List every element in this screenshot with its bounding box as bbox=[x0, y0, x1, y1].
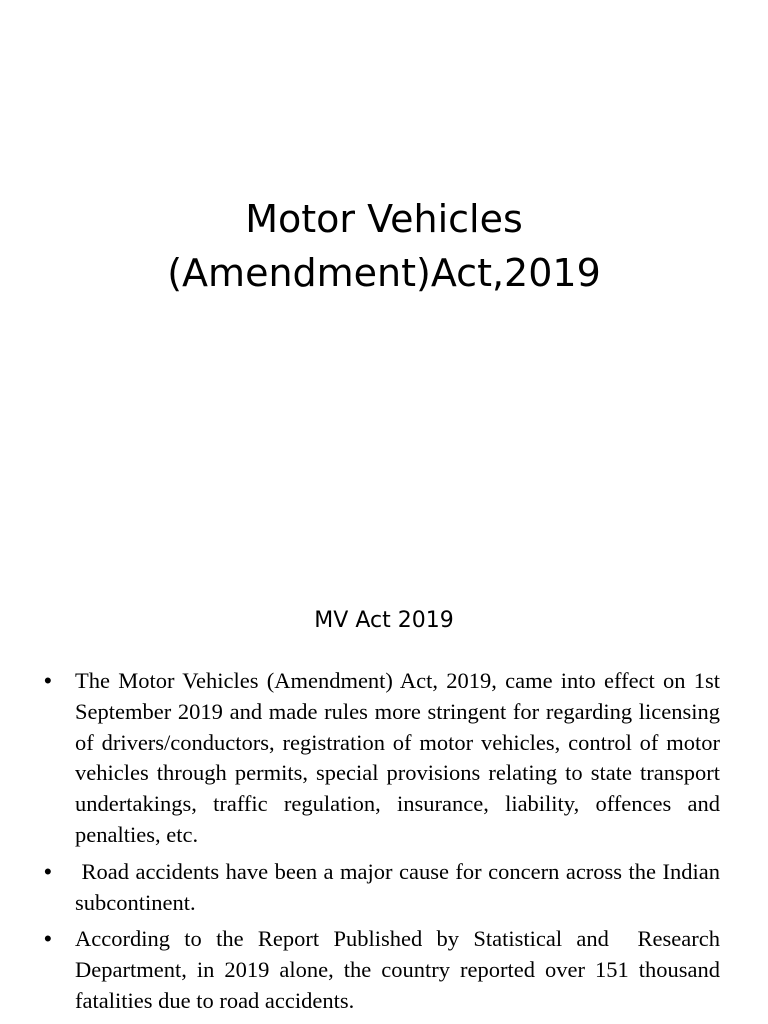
main-title-line-2: (Amendment)Act,2019 bbox=[167, 251, 601, 295]
main-title bbox=[0, 192, 768, 300]
bullet-item bbox=[0, 924, 768, 1016]
bullet-item bbox=[0, 857, 768, 919]
bullet-text: According to the Report Published by Statistical and Research Department, in 2019 alone, the country reported over 151 thousand fatalities due to road accidents. bbox=[75, 926, 726, 1013]
bullet-text: Road accidents have been a major cause for concern across the Indian subcontinent. bbox=[75, 858, 726, 915]
bullet-icon: • bbox=[44, 858, 52, 884]
main-title-line-1: Motor Vehicles bbox=[245, 197, 523, 241]
bullet-icon: • bbox=[44, 926, 52, 952]
bullet-text: The Motor Vehicles (Amendment) Act, 2019, came into effect on 1st September 2019 and made rules more stringent for regarding licensing of drivers/conductors, registration of motor vehicles, control of motor vehicles through permits, special provisions relating to state transport undertakings, traffic regulation, insurance, liability, offences and penalties, etc. bbox=[75, 668, 720, 847]
bullet-list bbox=[0, 666, 768, 1023]
content-slide bbox=[0, 576, 768, 1024]
bullet-item bbox=[0, 666, 768, 851]
section-title: MV Act 2019 bbox=[314, 608, 454, 633]
bullet-icon: • bbox=[44, 668, 52, 693]
